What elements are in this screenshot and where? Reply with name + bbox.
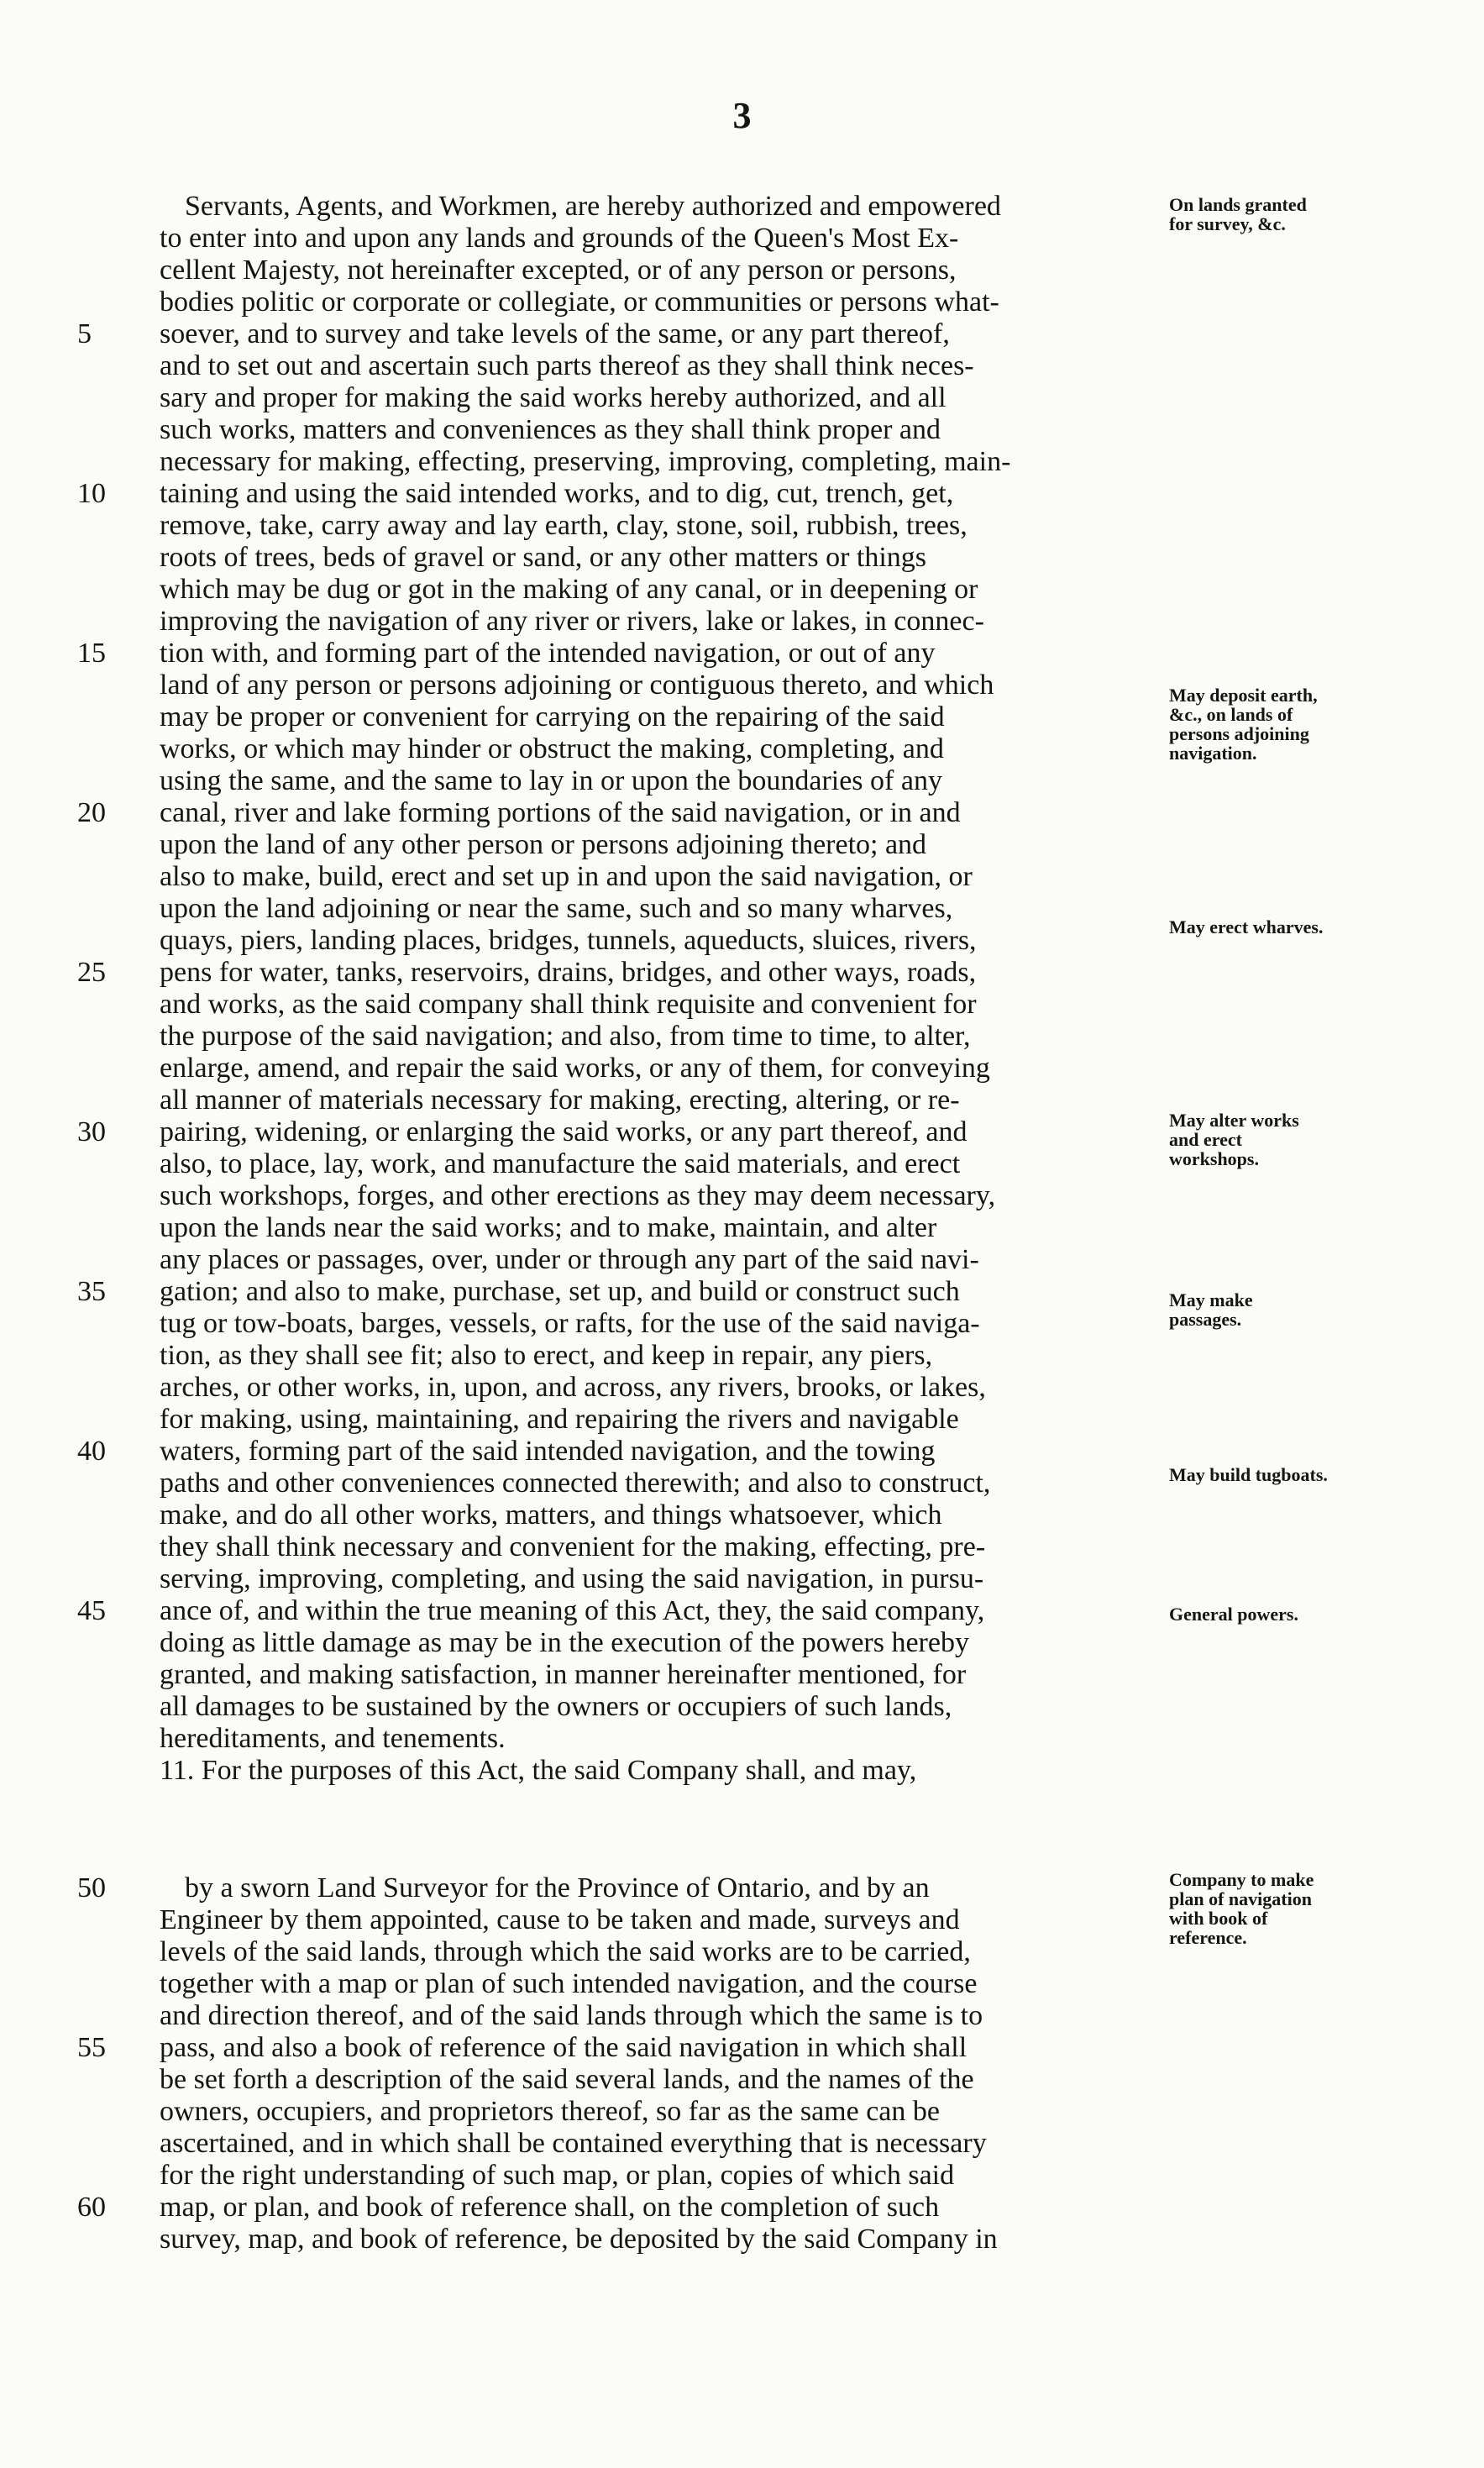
- line-number: 55: [77, 2032, 106, 2063]
- body-line: pairing, widening, or enlarging the said works, or any part thereof, and: [160, 1116, 967, 1147]
- body-line: granted, and making satisfaction, in manner hereinafter mentioned, for: [160, 1659, 967, 1690]
- body-line: all damages to be sustained by the owners or occupiers of such lands,: [160, 1691, 952, 1722]
- body-line: hereditaments, and tenements.: [160, 1723, 506, 1754]
- body-line: using the same, and the same to lay in or upon the boundaries of any: [160, 765, 942, 796]
- side-note: On lands granted for survey, &c.: [1169, 194, 1307, 234]
- side-note: Company to make plan of navigation with book of reference.: [1169, 1869, 1314, 1948]
- side-note: May erect wharves.: [1169, 916, 1324, 937]
- page-number: 3: [732, 95, 752, 136]
- body-line: such workshops, forges, and other erections as they may deem necessary,: [160, 1180, 996, 1211]
- body-line: make, and do all other works, matters, and things whatsoever, which: [160, 1499, 942, 1531]
- body-line: works, or which may hinder or obstruct the making, completing, and: [160, 733, 944, 764]
- line-number: 10: [77, 478, 106, 509]
- body-line: the purpose of the said navigation; and also, from time to time, to alter,: [160, 1021, 971, 1052]
- body-line: gation; and also to make, purchase, set up, and build or construct such: [160, 1276, 960, 1307]
- line-number: 50: [77, 1872, 106, 1904]
- line-number: 30: [77, 1116, 106, 1147]
- line-number: 25: [77, 957, 106, 988]
- body-line: bodies politic or corporate or collegiate, or communities or persons what-: [160, 286, 999, 318]
- body-line: such works, matters and conveniences as they shall think proper and: [160, 414, 941, 445]
- body-line: all manner of materials necessary for making, erecting, altering, or re-: [160, 1084, 960, 1116]
- body-line: also, to place, lay, work, and manufacture the said materials, and erect: [160, 1148, 961, 1179]
- side-note: General powers.: [1169, 1604, 1298, 1625]
- body-line: to enter into and upon any lands and grounds of the Queen's Most Ex-: [160, 223, 959, 254]
- body-line: improving the navigation of any river or rivers, lake or lakes, in connec-: [160, 606, 984, 637]
- body-line: map, or plan, and book of reference shall, on the completion of such: [160, 2192, 940, 2223]
- body-line: for the right understanding of such map, or plan, copies of which said: [160, 2160, 955, 2191]
- body-line: taining and using the said intended works, and to dig, cut, trench, get,: [160, 478, 954, 509]
- body-line: survey, map, and book of reference, be deposited by the said Company in: [160, 2224, 998, 2255]
- body-line: for making, using, maintaining, and repairing the rivers and navigable: [160, 1404, 959, 1435]
- body-line: remove, take, carry away and lay earth, clay, stone, soil, rubbish, trees,: [160, 510, 967, 541]
- body-line: may be proper or convenient for carrying on the repairing of the said: [160, 701, 945, 733]
- body-line: 11. For the purposes of this Act, the said Company shall, and may,: [160, 1755, 917, 1786]
- body-line: any places or passages, over, under or through any part of the said navi-: [160, 1244, 979, 1275]
- body-line: serving, improving, completing, and using the said navigation, in pursu-: [160, 1563, 984, 1594]
- body-line: ance of, and within the true meaning of this Act, they, the said company,: [160, 1595, 985, 1626]
- side-note: May make passages.: [1169, 1289, 1253, 1330]
- line-number: 20: [77, 797, 106, 828]
- body-line: be set forth a description of the said several lands, and the names of the: [160, 2064, 974, 2095]
- body-line: tion, as they shall see fit; also to erect, and keep in repair, any piers,: [160, 1340, 933, 1371]
- body-line: together with a map or plan of such intended navigation, and the course: [160, 1968, 978, 1999]
- body-line: doing as little damage as may be in the execution of the powers hereby: [160, 1627, 969, 1658]
- body-line: they shall think necessary and convenient for the making, effecting, pre-: [160, 1531, 986, 1562]
- line-number: 60: [77, 2192, 106, 2223]
- body-line: roots of trees, beds of gravel or sand, or any other matters or things: [160, 542, 927, 573]
- body-line: and to set out and ascertain such parts thereof as they shall think neces-: [160, 350, 974, 381]
- body-line: paths and other conveniences connected therewith; and also to construct,: [160, 1468, 991, 1499]
- body-line: also to make, build, erect and set up in and upon the said navigation, or: [160, 861, 973, 892]
- line-number: 40: [77, 1436, 106, 1467]
- body-line: necessary for making, effecting, preserving, improving, completing, main-: [160, 446, 1011, 477]
- body-line: by a sworn Land Surveyor for the Province of Ontario, and by an: [185, 1872, 930, 1904]
- body-line: soever, and to survey and take levels of the same, or any part thereof,: [160, 318, 950, 349]
- line-number: 15: [77, 638, 106, 669]
- body-line: sary and proper for making the said works hereby authorized, and all: [160, 382, 947, 413]
- body-line: which may be dug or got in the making of any canal, or in deepening or: [160, 574, 978, 605]
- body-line: land of any person or persons adjoining or contiguous thereto, and which: [160, 670, 994, 701]
- body-line: Servants, Agents, and Workmen, are hereby authorized and empowered: [185, 191, 1001, 222]
- body-line: and works, as the said company shall think requisite and convenient for: [160, 989, 977, 1020]
- body-line: cellent Majesty, not hereinafter excepted, or of any person or persons,: [160, 255, 957, 286]
- body-line: upon the land of any other person or persons adjoining thereto; and: [160, 829, 927, 860]
- body-line: upon the land adjoining or near the same, such and so many wharves,: [160, 893, 953, 924]
- line-number: 45: [77, 1595, 106, 1626]
- body-line: upon the lands near the said works; and to make, maintain, and alter: [160, 1212, 937, 1243]
- body-line: tug or tow-boats, barges, vessels, or rafts, for the use of the said naviga-: [160, 1308, 980, 1339]
- body-line: quays, piers, landing places, bridges, tunnels, aqueducts, sluices, rivers,: [160, 925, 977, 956]
- body-line: arches, or other works, in, upon, and across, any rivers, brooks, or lakes,: [160, 1372, 986, 1403]
- body-line: levels of the said lands, through which the said works are to be carried,: [160, 1936, 971, 1967]
- body-line: and direction thereof, and of the said lands through which the same is to: [160, 2000, 983, 2031]
- body-line: pens for water, tanks, reservoirs, drains, bridges, and other ways, roads,: [160, 957, 977, 988]
- body-line: waters, forming part of the said intended navigation, and the towing: [160, 1436, 936, 1467]
- body-line: tion with, and forming part of the intended navigation, or out of any: [160, 638, 936, 669]
- body-line: pass, and also a book of reference of the said navigation in which shall: [160, 2032, 967, 2063]
- body-line: Engineer by them appointed, cause to be taken and made, surveys and: [160, 1904, 960, 1935]
- body-line: owners, occupiers, and proprietors thereof, so far as the same can be: [160, 2096, 940, 2127]
- line-number: 5: [77, 318, 92, 349]
- body-line: enlarge, amend, and repair the said works, or any of them, for conveying: [160, 1053, 990, 1084]
- body-line: ascertained, and in which shall be contained everything that is necessary: [160, 2128, 987, 2159]
- side-note: May build tugboats.: [1169, 1464, 1328, 1485]
- body-line: canal, river and lake forming portions of the said navigation, or in and: [160, 797, 961, 828]
- line-number: 35: [77, 1276, 106, 1307]
- side-note: May deposit earth, &c., on lands of persons adjoining navigation.: [1169, 685, 1318, 764]
- side-note: May alter works and erect workshops.: [1169, 1110, 1299, 1169]
